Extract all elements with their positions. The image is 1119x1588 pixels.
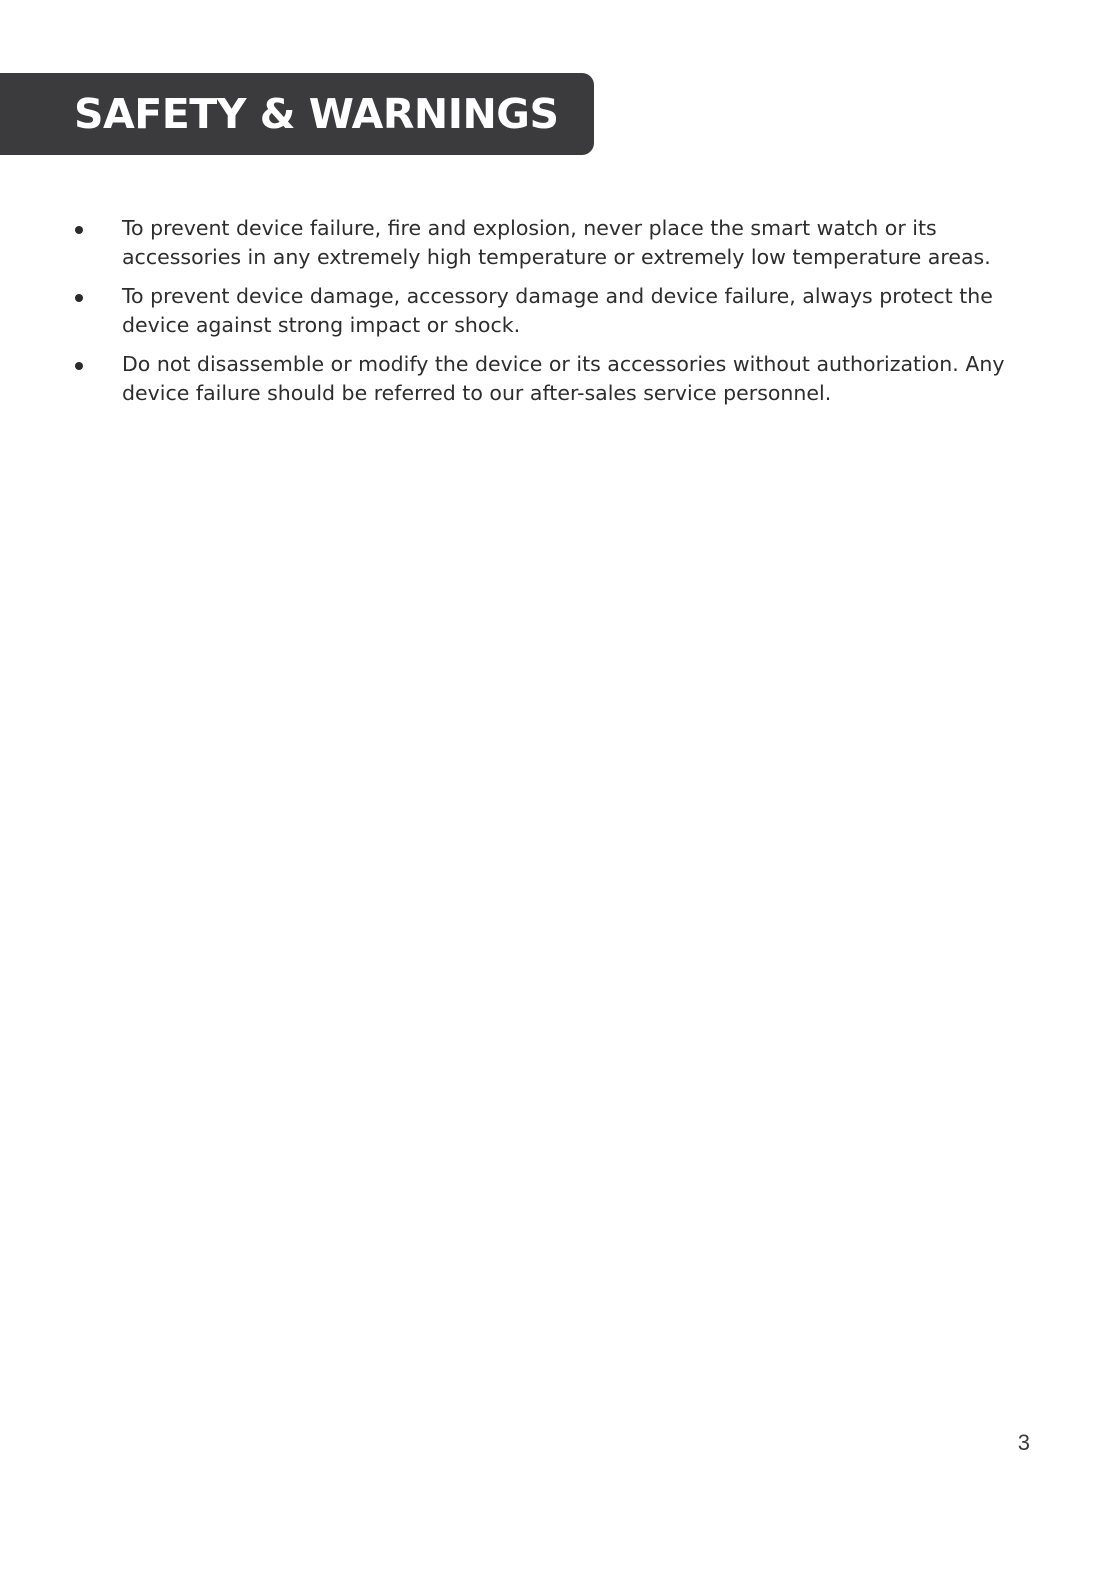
bullet-icon	[75, 362, 83, 370]
page-title: SAFETY & WARNINGS	[74, 90, 559, 138]
bullet-icon	[75, 226, 83, 234]
list-item	[0, 350, 1119, 408]
list-item	[0, 214, 1119, 272]
list-item	[0, 282, 1119, 340]
page-number: 3	[1017, 1430, 1030, 1455]
warning-list	[0, 214, 1119, 418]
warning-text: To prevent device damage, accessory damage and device failure, always protect the device against strong impact or shock.	[122, 284, 993, 337]
bullet-icon	[75, 294, 83, 302]
warning-text: To prevent device failure, fire and explosion, never place the smart watch or its accessories in any extremely high temperature or extremely low temperature areas.	[122, 216, 991, 269]
section-header-banner	[0, 73, 594, 155]
warning-text: Do not disassemble or modify the device or its accessories without authorization. Any device failure should be referred to our after-sales service personnel.	[122, 352, 1005, 405]
